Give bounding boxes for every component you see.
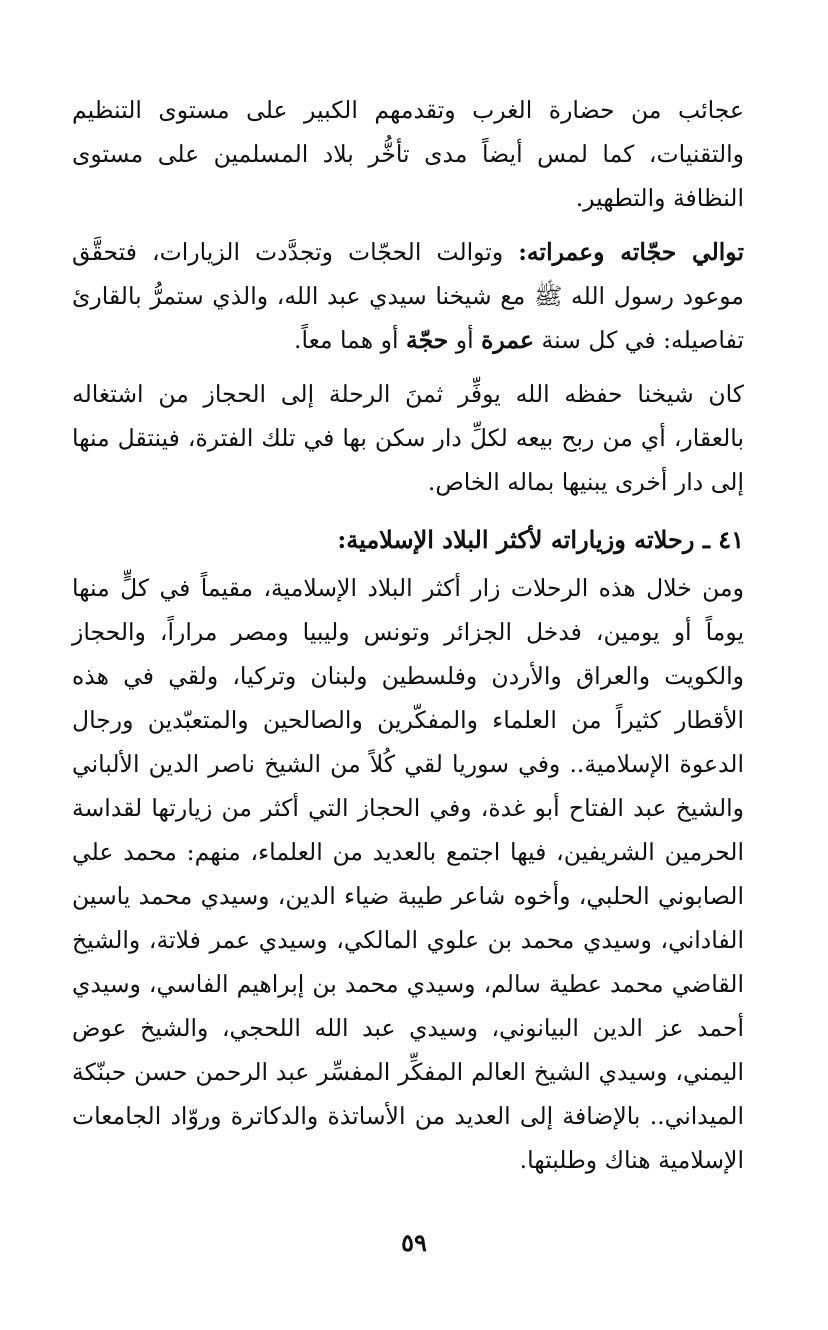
- paragraph-1: عجائب من حضارة الغرب وتقدمهم الكبير على مستوى التنظيم والتقنيات، كما لمس أيضاً مدى تأخُّر بلاد المسلمين على مستوى النظافة والتطهير.: [72, 96, 744, 212]
- paragraph-2-lead: توالي حجّاته وعمراته:: [518, 238, 744, 266]
- paragraph-2-text-c: أو هما معاً.: [294, 326, 406, 354]
- page-number: ٥٩: [401, 1228, 427, 1257]
- section-heading: ٤١ ـ رحلاته وزياراته لأكثر البلاد الإسلامية:: [337, 525, 744, 554]
- paragraph-2-emphasis-hajj: حجّة: [405, 326, 449, 354]
- paragraph-3: كان شيخنا حفظه الله يوفِّر ثمنَ الرحلة إلى الحجاز من اشتغاله بالعقار، أي من ربح بيعه لكلِّ دار سكن بها في تلك الفترة، فينتقل منها إلى دار أخرى يبنيها بماله الخاص.: [72, 380, 744, 496]
- paragraph-4: ومن خلال هذه الرحلات زار أكثر البلاد الإسلامية، مقيماً في كلٍّ منها يوماً أو يومين، فدخل الجزائر وتونس وليبيا ومصر مراراً، والحجاز والكويت والعراق والأردن وفلسطين ولبنان وتركيا، ولقي في هذه الأقطار كثيراً من العلماء والمفكّرين والصالحين والمتعبّدين ورجال الدعوة الإسلامية.. وفي سوريا لقي كُلاً من الشيخ ناصر الدين الألباني والشيخ عبد الفتاح أبو غدة، وفي الحجاز التي أكثر من زيارتها لقداسة الحرمين الشريفين، فيها اجتمع بالعديد من العلماء، منهم: محمد علي الصابوني الحلبي، وأخوه شاعر طيبة ضياء الدين، وسيدي محمد ياسين الفاداني، وسيدي محمد بن علوي المالكي، وسيدي عمر فلاتة، والشيخ القاضي محمد عطية سالم، وسيدي محمد بن إبراهيم الفاسي، وسيدي أحمد عز الدين البيانوني، وسيدي عبد الله اللحجي، والشيخ عوض اليمني، وسيدي الشيخ العالم المفكِّر المفسِّر عبد الرحمن حسن حبنّكة الميداني.. بالإضافة إلى العديد من الأساتذة والدكاترة وروّاد الجامعات الإسلامية هناك وطلبتها.: [72, 574, 744, 1174]
- page-body: [72, 88, 744, 1182]
- paragraph-2-emphasis-umrah: عمرة: [481, 326, 534, 354]
- paragraph-2-text-a: وتوالت الحجّات وتجدَّدت الزيارات، فتحقَّق موعود رسول الله ﷺ مع شيخنا سيدي عبد الله، والذي ستمرُّ بالقارئ تفاصيله: في كل سنة: [72, 238, 744, 354]
- paragraph-2-text-b: أو: [448, 326, 482, 354]
- paragraph-2: [72, 230, 744, 362]
